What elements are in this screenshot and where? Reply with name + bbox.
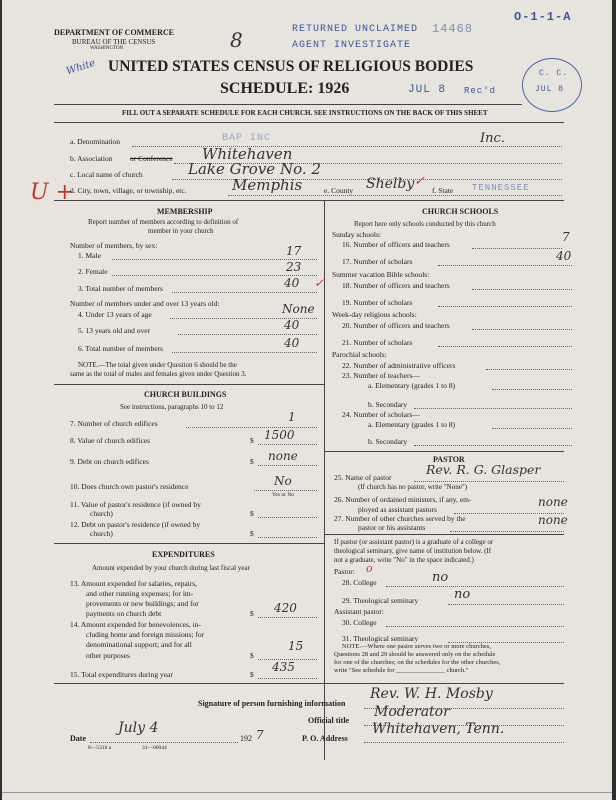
pastor-title: PASTOR (433, 455, 465, 464)
denomination-value: Inc. (480, 131, 505, 146)
q31-label: 31. Theological seminary (342, 634, 419, 643)
separate-schedule-instruction: FILL OUT A SEPARATE SCHEDULE FOR EACH CHURCH. SEE INSTRUCTIONS ON THE BACK OF THIS SHEET (122, 109, 488, 117)
q4-under13-label: 4. Under 13 years of age (78, 310, 152, 319)
q23-label: 23. Number of teachers— (342, 371, 420, 380)
association-struck-text: or Conference (130, 154, 173, 163)
membership-title: MEMBERSHIP (157, 207, 213, 216)
q11-dollar-sign: $ (250, 509, 254, 518)
q4-under13-value: None (282, 302, 315, 316)
date-year-printed: 192 (240, 734, 252, 743)
received-seal (522, 58, 582, 112)
pastor-instruction-1: If pastor (or assistant pastor) is a graduate of a college or (334, 538, 494, 546)
q9-debt-value: none (268, 449, 298, 463)
membership-subtitle-2: member in your church (148, 227, 214, 235)
city-value: Memphis (232, 176, 303, 194)
q26-label-1: 26. Number of ordained ministers, if any, em- (334, 495, 472, 504)
q26-value: none (538, 495, 568, 509)
q17-label: 17. Number of scholars (342, 257, 413, 266)
q5-over13-value: 40 (284, 318, 300, 332)
q17-value: 40 (556, 249, 572, 263)
assistant-pastor-subheader: Assistant pastor: (334, 607, 384, 616)
schools-title: CHURCH SCHOOLS (422, 207, 499, 216)
white-note: White (65, 57, 97, 78)
pastor-instruction-3: not a graduate, write "No" in the space indicated.) (334, 556, 474, 564)
po-address-label: P. O. Address (302, 734, 348, 743)
q1-male-label: 1. Male (78, 251, 101, 260)
q25-hint: (If church has no pastor, write "None") (358, 483, 468, 491)
county-check-mark: ✓ (414, 174, 425, 189)
received-date-stamp: JUL 8 (408, 84, 447, 96)
q15-dollar-sign: $ (250, 670, 254, 679)
q10-hint: Yes or No (272, 492, 295, 498)
q18-label: 18. Number of officers and teachers (342, 281, 450, 290)
date-year-handwritten: 7 (256, 728, 264, 742)
q10-residence-value: No (274, 474, 292, 488)
local-name-value: Lake Grove No. 2 (188, 160, 321, 178)
q24-label: 24. Number of scholars— (342, 410, 420, 419)
q12-label-2: church) (90, 529, 113, 538)
association-label: b. Association (70, 154, 113, 163)
age-header: Number of members under and over 13 years old: (70, 299, 220, 308)
signature-value: Rev. W. H. Mosby (370, 686, 493, 702)
local-name-label: c. Local name of church (70, 170, 143, 179)
q14-value: 15 (288, 639, 304, 653)
date-label: Date (70, 734, 86, 743)
q22-label: 22. Number of administrative officers (342, 361, 456, 370)
membership-note-1: NOTE.—The total given under Question 6 should be the (78, 361, 237, 369)
q15-value: 435 (272, 660, 295, 674)
q13-label-2: and other running expenses; for im- (86, 589, 194, 598)
q21-label: 21. Number of scholars (342, 338, 413, 347)
pastor-note-4: write "See schedule for _______________ church." (334, 667, 469, 674)
denomination-stamp: BAP INC (222, 133, 272, 144)
pastor-subheader: Pastor: (334, 567, 355, 576)
expenditures-title: EXPENDITURES (152, 550, 215, 559)
census-schedule-page (2, 0, 612, 800)
q14-dollar-sign: $ (250, 651, 254, 660)
summer-schools-header: Summer vacation Bible schools: (332, 270, 430, 279)
q19-label: 19. Number of scholars (342, 298, 413, 307)
city-label: d. City, town, village, or township, etc. (70, 186, 187, 195)
form-code: O-1-1-A (514, 10, 572, 24)
pastor-note-2: Questions 28 and 29 should be answered only on the schedule (334, 651, 496, 658)
q13-dollar-sign: $ (250, 609, 254, 618)
q9-dollar-sign: $ (250, 457, 254, 466)
q27-label-1: 27. Number of other churches served by the (334, 514, 466, 523)
q28-value: no (432, 570, 449, 585)
q6-total-value: 40 (284, 336, 300, 350)
pastor-note-3: for one of the churches; on the schedules for the other churches, (334, 659, 501, 666)
q14-label-3: denominational support; and for all (86, 640, 192, 649)
q16-label: 16. Number of officers and teachers (342, 240, 450, 249)
q13-value: 420 (274, 601, 297, 615)
q7-edifices-value: 1 (288, 410, 296, 424)
q14-label-4: other purposes (86, 651, 130, 660)
denomination-label: a. Denomination (70, 137, 120, 146)
official-title-label: Official title (308, 716, 350, 725)
membership-note-2: same as the total of males and females given under Question 3. (70, 370, 247, 378)
association-value: Whitehaven (202, 145, 293, 163)
q6-total-label: 6. Total number of members (78, 344, 163, 353)
state-value: TENNESSEE (472, 183, 530, 193)
q25-label: 25. Name of pastor (334, 473, 392, 482)
pastor-note-1: NOTE.—Where one pastor serves two or more churches, (342, 643, 491, 650)
serial-number-stamp: 14468 (432, 22, 474, 36)
q3-check-mark: ✓ (314, 276, 325, 290)
q25-pastor-name: Rev. R. G. Glasper (426, 462, 541, 477)
membership-subtitle-1: Report number of members according to definition of (88, 218, 239, 226)
q5-over13-label: 5. 13 years old and over (78, 326, 151, 335)
q27-label-2: pastor or his assistants (358, 523, 426, 532)
q14-label-2: cluding home and foreign missions; for (86, 630, 205, 639)
buildings-title: CHURCH BUILDINGS (144, 390, 227, 399)
q3-total-label: 3. Total number of members (78, 284, 163, 293)
q23a-label: a. Elementary (grades 1 to 8) (368, 381, 456, 390)
state-label: f. State (432, 186, 454, 195)
q29-value: no (454, 587, 471, 602)
weekday-schools-header: Week-day religious schools: (332, 310, 417, 319)
q11-label-2: church) (90, 509, 113, 518)
signature-label: Signature of person furnishing information (198, 699, 346, 708)
q9-debt-label: 9. Debt on church edifices (70, 457, 149, 466)
q30-label: 30. College (342, 618, 377, 627)
members-by-sex-header: Number of members, by sex: (70, 241, 158, 250)
q11-label-1: 11. Value of pastor's residence (if owned by (70, 500, 201, 509)
q2-female-value: 23 (286, 260, 302, 274)
q24a-label: a. Elementary (grades 1 to 8) (368, 420, 456, 429)
county-value: Shelby (366, 176, 415, 192)
department-label: DEPARTMENT OF COMMERCE (54, 28, 175, 37)
q12-dollar-sign: $ (250, 529, 254, 538)
q2-female-label: 2. Female (78, 267, 108, 276)
q10-residence-label: 10. Does church own pastor's residence (70, 482, 189, 491)
returned-unclaimed-stamp: RETURNED UNCLAIMED (292, 24, 419, 35)
parochial-schools-header: Parochial schools: (332, 350, 387, 359)
form-title: UNITED STATES CENSUS OF RELIGIOUS BODIES (108, 58, 474, 75)
print-number: 31—00044 (142, 745, 167, 751)
q13-label-4: payments on church debt (86, 609, 162, 618)
q14-label-1: 14. Amount expended for benevolences, in- (70, 620, 202, 629)
schools-subtitle: Report here only schools conducted by this church (354, 220, 496, 228)
po-address-value: Whitehaven, Tenn. (372, 721, 505, 737)
sunday-schools-header: Sunday schools: (332, 230, 381, 239)
seal-top-text: C. C. (539, 69, 569, 78)
q15-label: 15. Total expenditures during year (70, 670, 173, 679)
county-label: e. County (324, 186, 354, 195)
margin-marks: U + (30, 180, 74, 205)
handwritten-number: 8 (230, 28, 243, 52)
q13-label-3: provements or new buildings; and for (86, 599, 199, 608)
expenditures-subtitle: Amount expended by your church during last fiscal year (92, 564, 250, 572)
q20-label: 20. Number of officers and teachers (342, 321, 450, 330)
q23b-label: b. Secondary (368, 400, 408, 409)
q16-value: 7 (562, 230, 570, 244)
q3-total-value: 40 (284, 276, 300, 290)
pastor-instruction-2: theological seminary, give name of institution below. (If (334, 547, 492, 555)
q27-value: none (538, 513, 568, 527)
q8-dollar-sign: $ (250, 436, 254, 445)
q13-label-1: 13. Amount expended for salaries, repairs, (70, 579, 198, 588)
form-number: 8—5318 a (88, 745, 112, 751)
agent-investigate-stamp: AGENT INVESTIGATE (292, 40, 412, 51)
q7-edifices-label: 7. Number of church edifices (70, 419, 158, 428)
q24b-label: b. Secondary (368, 437, 408, 446)
washington-label: WASHINGTON (90, 46, 124, 51)
received-label-stamp: Rec'd (464, 86, 497, 96)
bureau-label: BUREAU OF THE CENSUS (72, 38, 156, 46)
schedule-year: SCHEDULE: 1926 (220, 80, 350, 97)
q12-label-1: 12. Debt on pastor's residence (if owned by (70, 520, 201, 529)
buildings-subtitle: See instructions, paragraphs 10 to 12 (120, 403, 224, 411)
q8-value-value: 1500 (264, 428, 295, 442)
q8-value-label: 8. Value of church edifices (70, 436, 151, 445)
q29-label: 29. Theological seminary (342, 596, 419, 605)
q28-label: 28. College (342, 578, 377, 587)
date-value: July 4 (118, 720, 159, 736)
seal-date-text: JUL 8 (535, 85, 565, 94)
pastor-red-circle: o (366, 562, 373, 575)
q1-male-value: 17 (286, 244, 302, 258)
q26-label-2: ployed as assistant pastors (358, 505, 437, 514)
official-title-value: Moderator (374, 704, 450, 720)
